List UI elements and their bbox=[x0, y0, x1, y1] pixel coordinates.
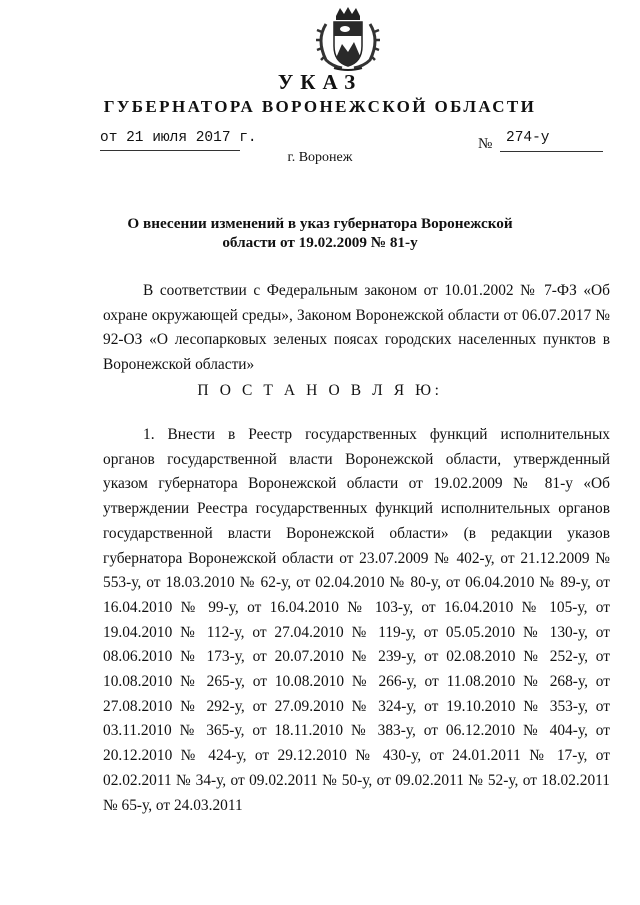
preamble-paragraph: В соответствии с Федеральным законом от 10.01.2002 № 7-ФЗ «Об охране окружающей среды», Законом Воронежской области от 06.07.2017 № 92-ОЗ «О лесопарковых зеленых поясах городских населенных пунктов в Воронежской области» bbox=[103, 282, 610, 374]
item-1-paragraph: 1. Внести в Реестр государственных функций исполнительных органов государственной власти Воронежской области, утвержденный указом губернатора Воронежской области от 19.02.2009 № 81-у «Об утверждении Реестра государственных функций исполнительных органов государственной власти Воронежской области» (в редакции указов губернатора Воронежской области от 23.07.2009 № 402-у, от 21.12.2009 № 553-у, от 18.03.2010 № 62-у, от 02.04.2010 № 80-у, от 06.04.2010 № 89-у, от 16.04.2010 № 99-у, от 16.04.2010 № 103-у, от 16.04.2010 № 105-у, от 19.04.2010 № 112-у, от 27.04.2010 № 119-у, от 05.05.2010 № 130-у, от 08.06.2010 № 173-у, от 20.07.2010 № 239-у, от 02.08.2010 № 252-у, от 10.08.2010 № 265-у, от 10.08.2010 № 266-у, от 11.08.2010 № 268-у, от 27.08.2010 № 292-у, от 27.09.2010 № 324-у, от 19.10.2010 № 353-у, от 03.11.2010 № 365-у, от 18.11.2010 № 383-у, от 06.12.2010 № 404-у, от 20.12.2010 № 424-у, от 29.12.2010 № 430-у, от 24.01.2011 № 17-у, от 02.02.2011 № 34-у, от 09.02.2011 № 50-у, от 09.02.2011 № 52-у, от 18.02.2011 № 65-у, от 24.03.2011 bbox=[103, 426, 610, 814]
decree-number: 274-у bbox=[506, 130, 550, 146]
decree-title: УКАЗ bbox=[277, 70, 363, 94]
coat-of-arms-icon bbox=[312, 6, 384, 72]
decree-date: от 21 июля 2017 г. bbox=[100, 130, 257, 146]
number-sign: № bbox=[478, 136, 493, 152]
issuer-title: ГУБЕРНАТОРА ВОРОНЕЖСКОЙ ОБЛАСТИ bbox=[103, 97, 537, 116]
city-name: г. Воронеж bbox=[287, 150, 353, 165]
decree-word: П О С Т А Н О В Л Я Ю: bbox=[197, 382, 443, 399]
document-heading: О внесении изменений в указ губернатора Воронежской области от 19.02.2009 № 81-у bbox=[127, 215, 513, 251]
